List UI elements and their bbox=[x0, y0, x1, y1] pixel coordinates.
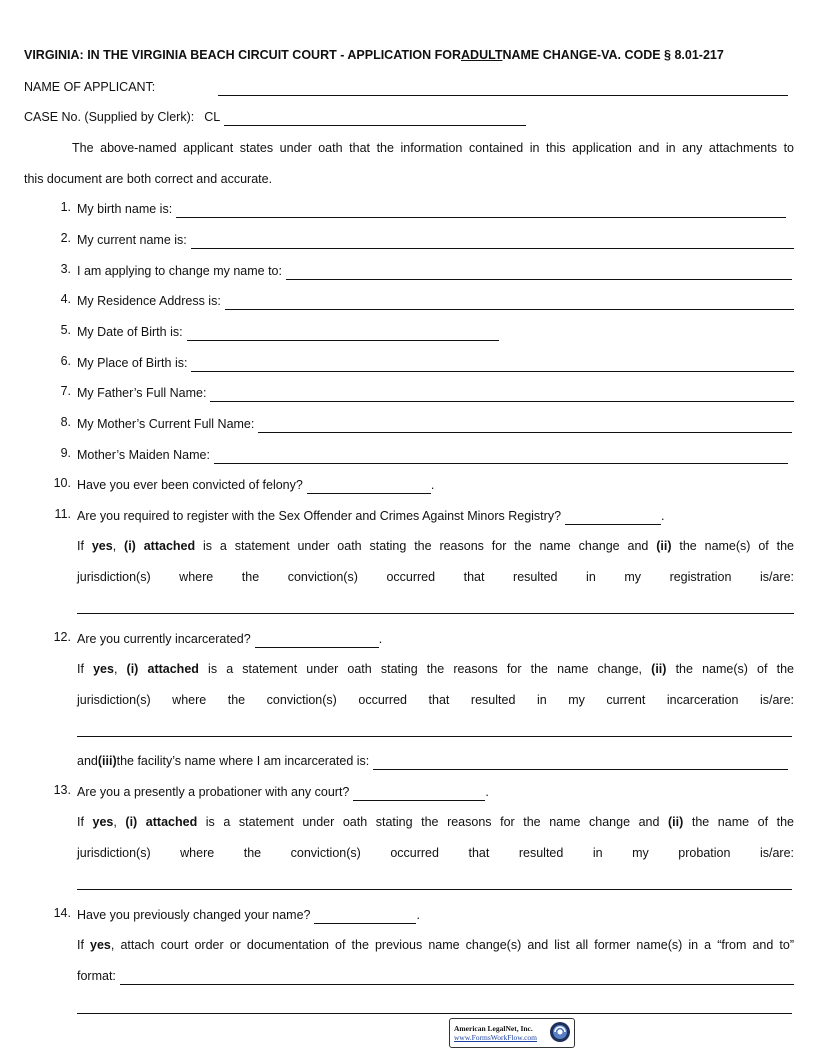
birth-name-field[interactable] bbox=[176, 204, 786, 218]
q11-jurisdiction-field[interactable] bbox=[77, 612, 794, 614]
form-title bbox=[24, 46, 794, 64]
q13-instructions-line-1: If yes, (i) attached is a statement under oath stating the reasons for the name change and (ii) the name of the bbox=[77, 815, 794, 829]
item-number: 12. bbox=[53, 630, 71, 644]
case-number-field[interactable] bbox=[224, 112, 526, 126]
item-label: Have you previously changed your name? bbox=[77, 908, 311, 922]
registry-answer-field[interactable] bbox=[565, 511, 661, 525]
item-number: 13. bbox=[53, 783, 71, 797]
mother-maiden-name-row bbox=[77, 446, 788, 464]
item-label: My birth name is: bbox=[77, 202, 173, 216]
item-label: My Father’s Full Name: bbox=[77, 386, 207, 400]
item-number: 10. bbox=[53, 476, 71, 490]
item-number: 3. bbox=[60, 262, 71, 276]
registry-row: Are you required to register with the Sex Offender and Crimes Against Minors Registry? . bbox=[77, 509, 665, 523]
felony-answer-field[interactable] bbox=[307, 480, 431, 494]
item-number: 4. bbox=[60, 292, 71, 306]
item-label: My Residence Address is: bbox=[77, 294, 221, 308]
title-underlined: ADULT bbox=[461, 48, 503, 62]
company-name: American LegalNet, Inc. bbox=[454, 1024, 533, 1033]
case-prefix: CL bbox=[204, 110, 221, 124]
former-names-row: format: bbox=[77, 967, 794, 985]
facility-name-field[interactable] bbox=[373, 756, 788, 770]
item-label: My Date of Birth is: bbox=[77, 325, 183, 339]
residence-address-field[interactable] bbox=[225, 296, 794, 310]
place-of-birth-row bbox=[77, 354, 794, 372]
q14-instructions-line-1: If yes, attach court order or documentation of the previous name change(s) and list all former name(s) in a “from and to” bbox=[77, 938, 794, 952]
incarcerated-row: Are you currently incarcerated? . bbox=[77, 632, 383, 646]
probationer-answer-field[interactable] bbox=[353, 787, 485, 801]
item-label: Are you currently incarcerated? bbox=[77, 632, 251, 646]
intro-line-1: The above-named applicant states under oath that the information contained in this application and in any attachments to bbox=[72, 141, 794, 155]
applicant-row bbox=[24, 78, 794, 96]
item-number: 14. bbox=[53, 906, 71, 920]
case-row bbox=[24, 108, 794, 126]
item-number: 8. bbox=[60, 415, 71, 429]
company-url-link[interactable]: www.FormsWorkFlow.com bbox=[454, 1033, 538, 1042]
q13-instructions-line-2: jurisdiction(s) where the conviction(s) occurred that resulted in my probation is/are: bbox=[77, 846, 794, 860]
item-label: Mother’s Maiden Name: bbox=[77, 448, 210, 462]
date-of-birth-field[interactable] bbox=[187, 327, 499, 341]
q12-instructions-line-2: jurisdiction(s) where the conviction(s) occurred that resulted in my current incarceration is/are: bbox=[77, 693, 794, 707]
item-label: My Mother’s Current Full Name: bbox=[77, 417, 255, 431]
item-label: Are you a presently a probationer with any court? bbox=[77, 785, 350, 799]
q13-jurisdiction-field[interactable] bbox=[77, 888, 792, 890]
previous-name-row: Have you previously changed your name? . bbox=[77, 908, 420, 922]
incarcerated-answer-field[interactable] bbox=[255, 634, 379, 648]
applicant-label: NAME OF APPLICANT: bbox=[24, 80, 156, 94]
item-number: 9. bbox=[60, 446, 71, 460]
place-of-birth-field[interactable] bbox=[191, 358, 794, 372]
former-names-field[interactable] bbox=[120, 971, 794, 985]
applicant-name-field[interactable] bbox=[218, 82, 788, 96]
new-name-row bbox=[77, 262, 792, 280]
item-number: 6. bbox=[60, 354, 71, 368]
item-number: 2. bbox=[60, 231, 71, 245]
q12-jurisdiction-field[interactable] bbox=[77, 735, 792, 737]
item-number: 1. bbox=[60, 200, 71, 214]
q11-instructions-line-1: If yes, (i) attached is a statement under oath stating the reasons for the name change and (ii) the name(s) of the bbox=[77, 539, 794, 553]
globe-icon bbox=[549, 1021, 571, 1043]
residence-address-row bbox=[77, 292, 794, 310]
item-label: I am applying to change my name to: bbox=[77, 264, 282, 278]
item-label: My current name is: bbox=[77, 233, 187, 247]
father-name-row bbox=[77, 384, 794, 402]
item-number: 5. bbox=[60, 323, 71, 337]
father-name-field[interactable] bbox=[210, 388, 794, 402]
q11-instructions-line-2: jurisdiction(s) where the conviction(s) occurred that resulted in my registration is/are: bbox=[77, 570, 794, 584]
american-legalnet-logo bbox=[449, 1018, 575, 1048]
mother-name-field[interactable] bbox=[258, 419, 792, 433]
previous-name-answer-field[interactable] bbox=[314, 910, 416, 924]
current-name-field[interactable] bbox=[191, 235, 794, 249]
probationer-row: Are you a presently a probationer with any court? . bbox=[77, 785, 489, 799]
item-label: My Place of Birth is: bbox=[77, 356, 188, 370]
title-text-2: NAME CHANGE-VA. CODE § 8.01-217 bbox=[502, 48, 724, 62]
mother-name-row bbox=[77, 415, 792, 433]
current-name-row bbox=[77, 231, 794, 249]
facility-row: and (iii) the facility’s name where I am incarcerated is: bbox=[77, 752, 788, 770]
q12-instructions-line-1: If yes, (i) attached is a statement under oath stating the reasons for the name change, (ii) the name(s) of the bbox=[77, 662, 794, 676]
new-name-field[interactable] bbox=[286, 266, 792, 280]
item-number: 11. bbox=[54, 507, 71, 521]
title-text-1: VIRGINIA: IN THE VIRGINIA BEACH CIRCUIT COURT - APPLICATION FOR bbox=[24, 48, 462, 62]
item-label: Have you ever been convicted of felony? bbox=[77, 478, 303, 492]
case-label: CASE No. (Supplied by Clerk): bbox=[24, 110, 195, 124]
birth-name-row bbox=[77, 200, 786, 218]
item-number: 7. bbox=[60, 384, 71, 398]
intro-line-2: this document are both correct and accurate. bbox=[24, 172, 273, 186]
former-names-extra-line[interactable] bbox=[77, 1012, 792, 1014]
item-label: Are you required to register with the Sex Offender and Crimes Against Minors Registry? bbox=[77, 509, 562, 523]
date-of-birth-row bbox=[77, 323, 794, 341]
felony-row: Have you ever been convicted of felony? . bbox=[77, 478, 435, 492]
mother-maiden-name-field[interactable] bbox=[214, 450, 788, 464]
